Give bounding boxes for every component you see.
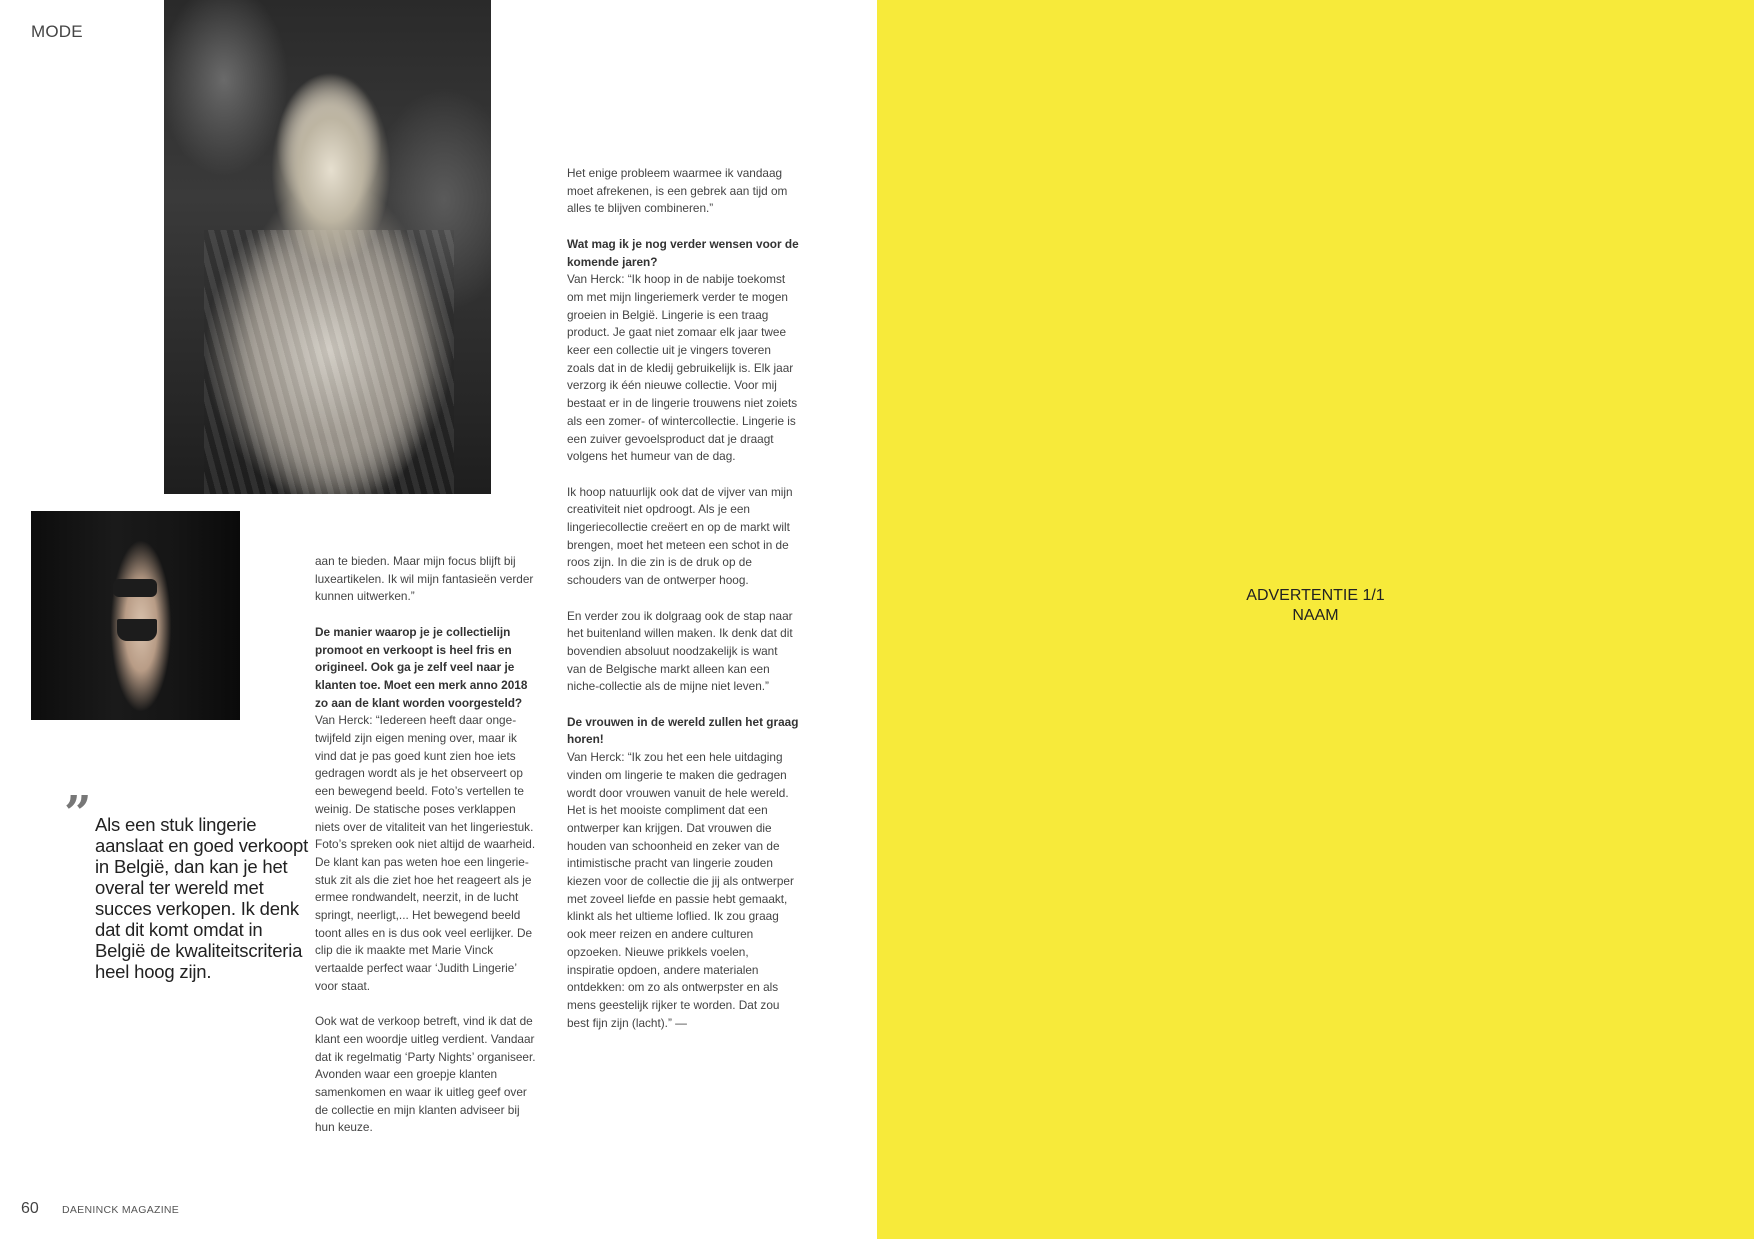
section-label: MODE (31, 22, 83, 41)
interview-answer: Van Herck: “Ik hoop in de nabije toekomst om met mijn lingeriemerk verder te mogen groeien in België. Lingerie is een traag product. Je gaat niet zomaar elk jaar twee keer een collectie uit je vingers toveren zoals dat in de kledij gebruikelijk is. Elk jaar verzorg ik één nieuwe collectie. Voor mij bestaat er in de lingerie trouwens niet zoiets als een zomer- of wintercollectie. Lingerie is een zuiver gevoelsproduct dat je draagt volgens het humeur van de dag. (567, 272, 798, 464)
paragraph: Ook wat de verkoop betreft, vind ik dat de klant een woordje uitleg verdient. Vandaar dat ik regelmatig ‘Party Nights’ organiseer. Avonden waar een groepje klanten samenkomen en waar ik uitleg geef over de collectie en mijn klanten adviseer bij hun keuze. (315, 1014, 536, 1135)
interview-answer: Van Herck: “Iedereen heeft daar ongetwijfeld zijn eigen mening over, maar ik vind dat je pas goed kunt zien hoe iets gedragen wordt als je het observeert op een bewegend beeld. Foto’s vertellen te weinig. De statische poses verklappen niets over de vitaliteit van het lingeriestuk. Foto’s spreken ook niet altijd de waarheid. De klant kan pas weten hoe een lingeriestuk zit als die ziet hoe het reageert als je ermee rondwandelt, neerzit, in de lucht springt, neerligt,... Het bewegend beeld toont alles en is dus ook veel eerlijker. De clip die ik maakte met Marie Vinck vertaalde perfect waar ‘Judith Lingerie’ voor staat. (315, 713, 536, 993)
magazine-name: DAENINCK MAGAZINE (62, 1204, 180, 1216)
interview-question: De manier waarop je je collectielijn promoot en verkoopt is heel fris en origineel. Ook ga je zelf veel naar je klanten toe. Moet een merk anno 2018 zo aan de klant worden voorgesteld? (315, 624, 528, 710)
advertisement-placeholder (877, 586, 1754, 626)
text-column-2 (567, 165, 799, 1050)
photo-hair-shape (259, 70, 404, 300)
right-page (877, 0, 1754, 1239)
interview-question: De vrouwen in de wereld zullen het graag horen! (567, 714, 799, 747)
interview-question: Wat mag ik je nog verder wensen voor de komende jaren? (567, 236, 799, 269)
small-photo (31, 511, 240, 720)
ad-line-2: NAAM (1292, 607, 1339, 624)
page-number: 60 (21, 1200, 39, 1217)
main-photo (164, 0, 491, 494)
photo-brief-shape (117, 619, 157, 641)
paragraph: En verder zou ik dolgraag ook de stap naar het buitenland willen maken. Ik denk dat dit bovendien absoluut noodzakelijk is want van de Belgische markt alleen kan een niche-collectie als de mijne niet leven.” (567, 608, 793, 694)
paragraph: aan te bieden. Maar mijn focus blijft bij luxeartikelen. Ik wil mijn fantasieën verder kunnen uitwerken.” (315, 554, 534, 604)
paragraph: Ik hoop natuurlijk ook dat de vijver van mijn creativiteit niet opdroogt. Als je een lingeriecollectie creëert en op de markt wilt brengen, moet het meteen een schot in de roos zijn. In die zin is de druk op de schouders van de ontwerper hoog. (567, 484, 793, 588)
text-column-1 (315, 553, 540, 1155)
photo-bra-shape (113, 579, 157, 597)
ad-line-1: ADVERTENTIE 1/1 (1246, 587, 1385, 604)
interview-answer: Van Herck: “Ik zou het een hele uitdaging vinden om lingerie te maken die gedragen wordt door vrouwen vanuit de hele wereld. Het is het mooiste compliment dat een ontwerper kan krijgen. Dat vrouwen die houden van schoonheid en zeker van de intimistische pracht van lingerie zouden kiezen voor de collectie die jij als ontwerper met zoveel liefde en passie hebt gemaakt, klinkt als het ultieme loflied. Ik zou graag ook meer reizen en andere culturen opzoeken. Nieuwe prikkels voelen, inspiratie opdoen, andere materialen ontdekken: om zo als ontwerpster en als mens geestelijk rijker te worden. Dat zou best fijn zijn (lacht).” — (567, 750, 794, 1030)
pull-quote-text: Als een stuk lingerie aanslaat en goed verkoopt in België, dan kan je het overal ter wereld met succes verkopen. Ik denk dat dit komt omdat in België de kwaliteitscriteria heel hoog zijn. (95, 814, 309, 982)
paragraph: Het enige probleem waarmee ik vandaag moet afrekenen, is een gebrek aan tijd om alles te blijven combineren.” (567, 166, 788, 216)
quote-mark-icon: ” (64, 786, 92, 842)
